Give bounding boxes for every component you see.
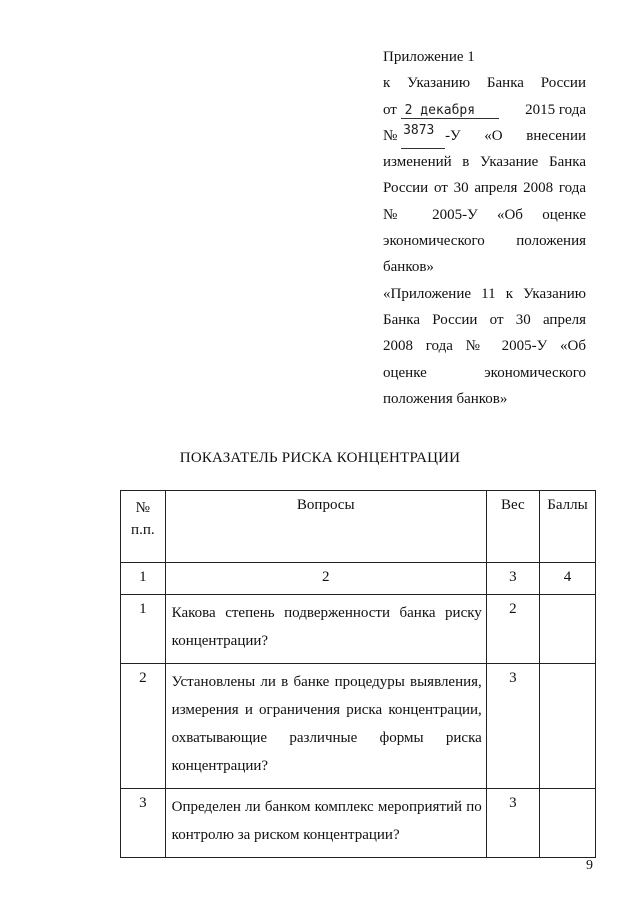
appendix-line-7: № 2005-У «Об оценке	[383, 206, 586, 223]
row-score	[539, 595, 595, 664]
column-index-cell: 1	[121, 563, 166, 595]
column-index-cell: 4	[539, 563, 595, 595]
header-weight: Вес	[486, 491, 539, 563]
table-row	[121, 664, 596, 789]
header-questions: Вопросы	[165, 491, 486, 563]
column-index-cell: 3	[486, 563, 539, 595]
appendix-line-12: 2008 года № 2005-У «Об	[383, 338, 586, 355]
appendix-line-10: «Приложение 11 к Указанию	[383, 285, 586, 302]
appendix-line-5: изменений в Указание Банка	[383, 154, 586, 171]
table-row	[121, 595, 596, 664]
row-number: 3	[121, 789, 166, 858]
row-question: Установлены ли в банке процедуры выявления, измерения и ограничения риска концентрации, охватывающие различные формы риска концентрации?	[165, 664, 486, 789]
row-weight: 2	[486, 595, 539, 664]
document-title: ПОКАЗАТЕЛЬ РИСКА КОНЦЕНТРАЦИИ	[179, 450, 461, 466]
column-index-cell: 2	[165, 563, 486, 595]
date-suffix: 2015 года	[525, 101, 586, 118]
appendix-line-1: Приложение 1	[383, 49, 475, 65]
header-score: Баллы	[539, 491, 595, 563]
handwritten-date: 2 декабря	[401, 103, 499, 119]
appendix-line-8: экономического положения	[383, 233, 586, 250]
header-number-line2: п.п.	[131, 522, 155, 538]
row-question: Какова степень подверженности банка риску концентрации?	[165, 595, 486, 664]
row-score	[539, 664, 595, 789]
table-row	[121, 789, 596, 858]
date-prefix: от	[383, 101, 397, 118]
header-number	[121, 491, 166, 563]
row-weight: 3	[486, 789, 539, 858]
row-weight: 3	[486, 664, 539, 789]
appendix-header	[383, 44, 586, 412]
page-number: 9	[586, 858, 593, 873]
appendix-line-9: банков»	[383, 259, 434, 276]
row-question: Определен ли банком комплекс мероприятий по контролю за риском концентрации?	[165, 789, 486, 858]
appendix-number-line	[383, 123, 586, 149]
row-score	[539, 789, 595, 858]
appendix-line-11: Банка России от 30 апреля	[383, 311, 586, 328]
appendix-line-13: оценке экономического	[383, 364, 586, 381]
appendix-line-6: России от 30 апреля 2008 года	[383, 180, 586, 197]
table-header-row	[121, 491, 596, 563]
column-index-row	[121, 563, 596, 595]
header-number-line1: №	[135, 500, 150, 516]
row-number: 1	[121, 595, 166, 664]
number-prefix: №	[383, 127, 398, 144]
number-suffix: -У «О внесении	[445, 127, 586, 144]
appendix-line-2: к Указанию Банка России	[383, 75, 586, 92]
row-number: 2	[121, 664, 166, 789]
handwritten-number: 3873	[401, 123, 445, 149]
appendix-date-line	[383, 97, 586, 123]
appendix-line-14: положения банков»	[383, 390, 508, 407]
risk-table	[120, 490, 596, 858]
